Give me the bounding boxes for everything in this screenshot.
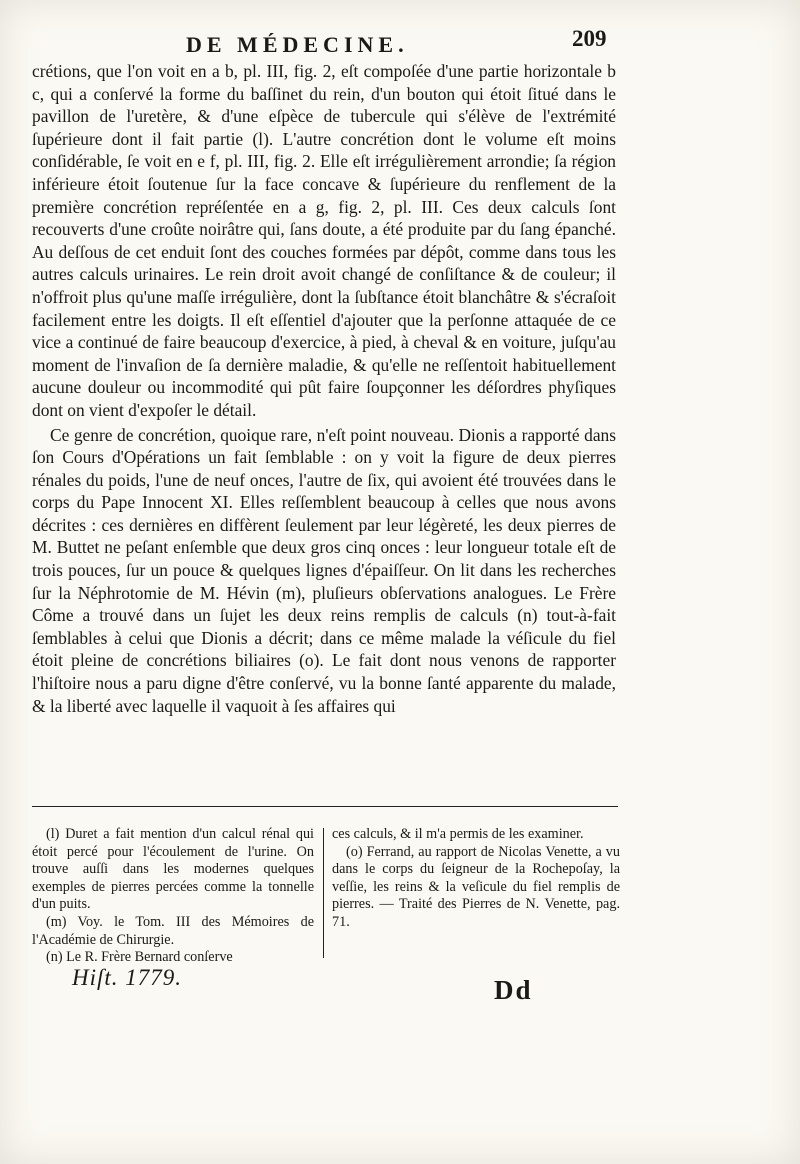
running-head: DE MÉDECINE. (186, 32, 409, 57)
footnote-l: (l) Duret a fait mention d'un calcul rénal qui étoit percé pour l'écoulement de l'urine. On trouve auſſi dans les modernes quelques exemples de pierres percées comme la tonnelle d'un puits. (32, 826, 314, 913)
footnote-o: (o) Ferrand, au rapport de Nicolas Venette, a vu dans le corps du ſeigneur de la Rochepoſay, la veſſie, les reins & la veſicule du fiel remplis de pierres. — Traité des Pierres de N. Venette, pag. 71. (332, 843, 620, 930)
page-header (0, 26, 800, 62)
footnote-n: (n) Le R. Frère Bernard conſerve (46, 949, 233, 966)
footnote-rule (32, 806, 618, 807)
footnote-m: (m) Voy. le Tom. III des Mémoires de l'Académie de Chirurgie. (32, 913, 314, 948)
gathering-signature: Dd (494, 975, 533, 1005)
volume-signature: Hiſt. 1779. (72, 965, 183, 990)
footnotes (32, 826, 620, 976)
footnotes-right-column (332, 826, 620, 932)
paragraph-1: crétions, que l'on voit en a b, pl. III, fig. 2, eſt compoſée d'une partie horizontale b c, qui a conſervé la forme du baſſinet du rein, d'un bouton qui étoit ſitué dans le pavillon de l'uretère, & d'une eſpèce de tubercule qui s'élève de l'extrémité ſupérieure dont il fait partie (l). L'autre concrétion dont le volume eſt moins conſidérable, ſe voit en e f, pl. III, fig. 2. Elle eſt irrégulièrement arrondie; ſa région inférieure étoit ſoutenue ſur la face concave & ſupérieure du renflement de la première concrétion repréſentée en a g, fig. 2, pl. III. Ces deux calculs ſont recouverts d'une croûte noirâtre qui, ſans doute, a été produite par du ſang épanché. Au deſſous de cet enduit ſont des couches formées par dépôt, comme dans tous les autres calculs urinaires. Le rein droit avoit changé de conſiſtance & de couleur; il n'offroit plus qu'une maſſe irrégulière, dont la ſubſtance étoit blanchâtre & s'écraſoit facilement entre les doigts. Il eſt eſſentiel d'ajouter que la perſonne attaquée de ce vice a continué de faire beaucoup d'exercice, à pied, à cheval & en voiture, juſqu'au moment de l'invaſion de ſa dernière maladie, & qu'elle ne reſſentoit habituellement aucune douleur ou incommodité qui pût faire ſoupçonner les déſordres phyſiques dont on vient d'expoſer le détail. (32, 61, 616, 420)
page-number: 209 (572, 26, 607, 51)
column-divider (323, 828, 324, 958)
footnote-n-continued: ces calculs, & il m'a permis de les examiner. (332, 826, 584, 842)
main-text (32, 60, 616, 717)
paragraph-2: Ce genre de concrétion, quoique rare, n'eſt point nouveau. Dionis a rapporté dans ſon Cours d'Opérations un fait ſemblable : on y voit la figure de deux pierres rénales du poids, l'une de neuf onces, l'autre de ſix, qui avoient été trouvées dans le corps du Pape Innocent XI. Elles reſſemblent beaucoup à celles que nous avons décrites : ces dernières en diffèrent ſeulement par leur légèreté, les deux pierres de M. Buttet ne peſant enſemble que deux gros cinq onces : leur longueur totale eſt de trois pouces, ſur un pouce & quelques lignes d'épaiſſeur. On lit dans les recherches ſur la Néphrotomie de M. Hévin (m), pluſieurs obſervations analogues. Le Frère Côme a trouvé dans un ſujet les deux reins remplis de calculs (n) tout-à-fait ſemblables à celui que Dionis a décrit; dans ce même malade la véſicule du fiel étoit pleine de concrétions biliaires (o). Le fait dont nous venons de rapporter l'hiſtoire nous a paru digne d'être conſervé, vu la bonne ſanté apparente du malade, & la liberté avec laquelle il vaquoit à ſes affaires qui (32, 424, 616, 716)
footnotes-left-column (32, 826, 314, 967)
